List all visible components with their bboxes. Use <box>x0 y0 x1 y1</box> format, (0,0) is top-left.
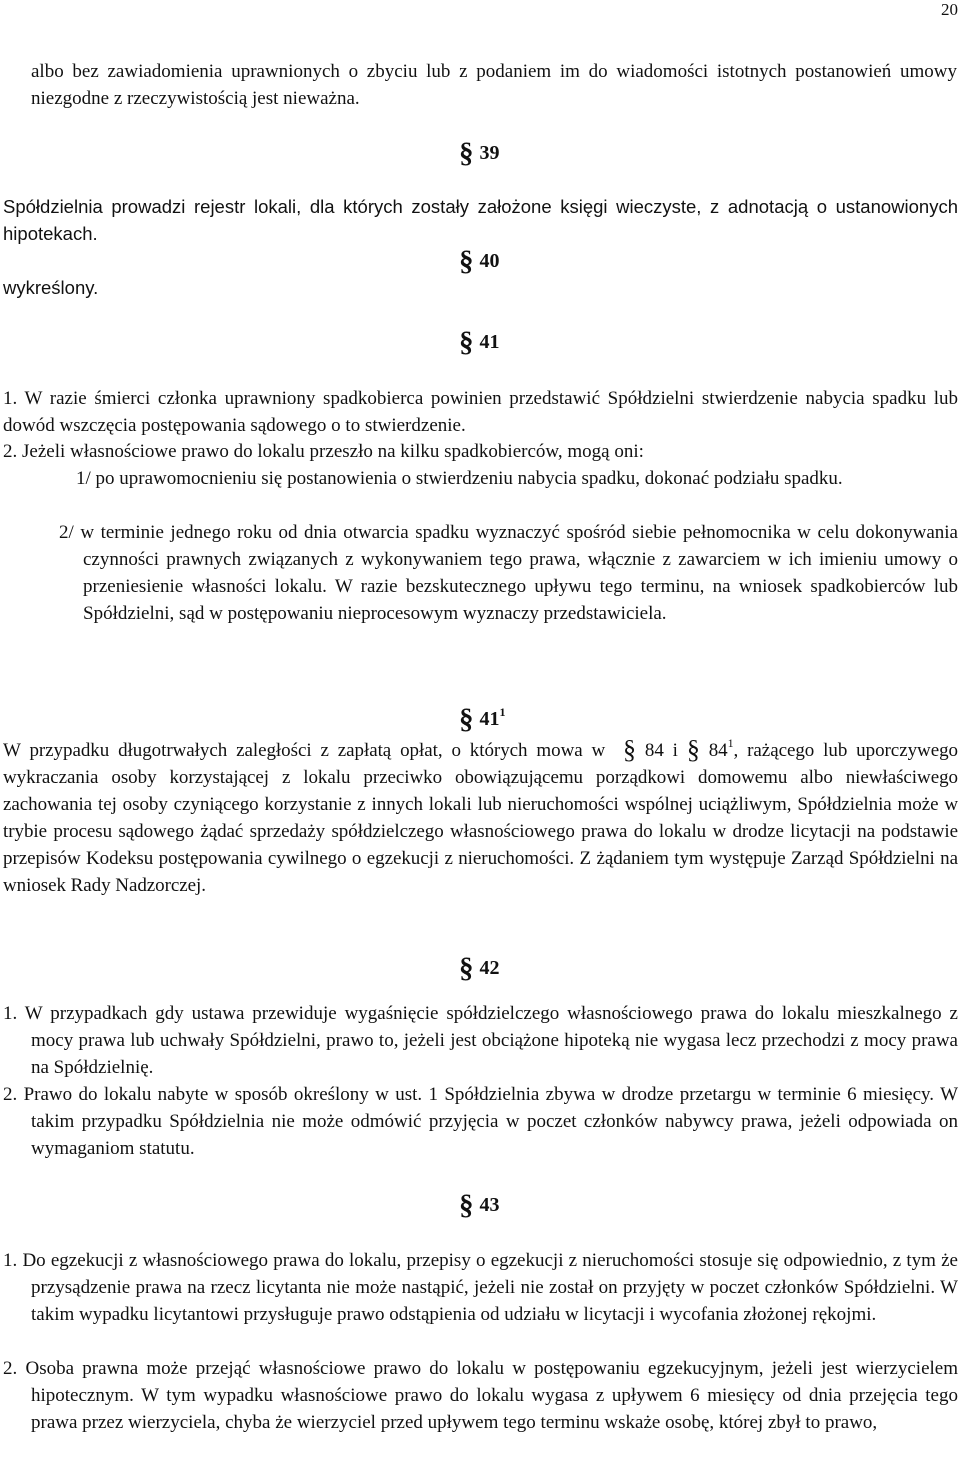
section-43-paragraph-2: 2. Osoba prawna może przejąć własnościowe prawo do lokalu w postępowaniu egzekucyjnym, jeżeli jest wierzycielem hipotecznym. W tym wypadku własnościowe prawo do lokalu wygasa z upływem 6 miesięcy od dnia przejęcia tego prawa przez wierzyciela, chyba że wierzyciel przed upływem tego terminu wskaże osobę, której zbył to prawo, <box>3 1358 958 1433</box>
section-40-text: wykreślony. <box>3 277 99 298</box>
section-number: 39 <box>479 142 500 164</box>
reference-84: 84 i <box>644 740 678 761</box>
section-symbol: § <box>459 137 474 169</box>
section-number: 41 <box>479 331 500 353</box>
section-41-point-2: 2/ w terminie jednego roku od dnia otwarcia spadku wyznaczyć spośród siebie pełnomocnika w celu dokonywania czynności prawnych związanych z wykonywaniem tego prawa, włącznie z zawarciem w ich imieniu umowy o przeniesienie własności lokalu. W razie bezskutecznego upływu tego terminu, na wniosek spadkobierców lub Spółdzielni, sąd w postępowaniu nieprocesowym wyznaczy przedstawiciela. <box>59 522 958 624</box>
section-41-paragraph-1: 1. W razie śmierci członka uprawniony spadkobierca powinien przedstawić Spółdzielni stwierdzenie nabycia spadku lub dowód wszczęcia postępowania sądowego o to stwierdzenie. <box>3 388 958 436</box>
section-number: 41 <box>479 708 500 730</box>
section-39-text: Spółdzielnia prowadzi rejestr lokali, dla których zostały założone księgi wieczyste, z adnotacją o ustanowionych hipotekach. <box>3 196 958 244</box>
section-43-paragraph-1: 1. Do egzekucji z własnościowego prawa do lokalu, przepisy o egzekucji z nieruchomości stosuje się odpowiednio, z tym że przysądzenie prawa na rzecz licytanta nie może nastąpić, jeżeli nie został on przyjęty w poczet członków Spółdzielni. W takim wypadku licytantowi przysługuje prawo odstąpienia od udziału w licytacji i wycofania złożonej rękojmi. <box>3 1250 958 1325</box>
section-symbol: § <box>459 703 474 735</box>
section-41-1-heading <box>459 703 506 735</box>
section-number: 40 <box>479 250 500 272</box>
section-40-heading <box>459 245 500 277</box>
text-part-b: , rażącego lub uporczywego wykraczania osoby korzystającej z lokalu przeciwko obowiązującemu porządkowi domowemu albo niewłaściwego zachowania tej osoby czyniącego korzystanie z innych lokali lub nieruchomości wspólnej uciążliwym, Spółdzielnia może w trybie procesu sądowego żądać sprzedaży spółdzielczego własnościowego prawa do lokalu w drodze licytacji na podstawie przepisów Kodeksu postępowania cywilnego o egzekucji z nieruchomości. Z żądaniem tym występuje Zarząd Spółdzielni na wniosek Rady Nadzorczej. <box>3 740 958 896</box>
section-symbol: § <box>459 245 474 277</box>
section-41-point-1: 1/ po uprawomocnieniu się postanowienia o stwierdzeniu nabycia spadku, dokonać podziału spadku. <box>76 468 843 489</box>
section-43-heading <box>459 1189 500 1221</box>
section-number: 42 <box>479 957 500 979</box>
section-symbol: § <box>686 735 700 764</box>
page-number: 20 <box>941 0 958 19</box>
section-42-paragraph-2: 2. Prawo do lokalu nabyte w sposób określony w ust. 1 Spółdzielnia zbywa w drodze przetargu w terminie 6 miesięcy. W takim przypadku Spółdzielnia nie może odmówić przyjęcia w poczet członków nabywcy prawa, jeżeli odpowiada on wymaganiom statutu. <box>3 1084 958 1159</box>
section-41-1-text <box>3 736 958 899</box>
section-41-paragraph-2: 2. Jeżeli własnościowe prawo do lokalu przeszło na kilku spadkobierców, mogą oni: <box>3 441 644 462</box>
intro-paragraph: albo bez zawiadomienia uprawnionych o zbyciu lub z podaniem im do wiadomości istotnych postanowień umowy niezgodne z rzeczywistością jest nieważna. <box>31 61 957 109</box>
section-symbol: § <box>623 735 636 764</box>
section-39-heading <box>459 137 500 169</box>
section-42-heading <box>459 952 500 984</box>
reference-84-1: 84 <box>708 740 728 761</box>
section-42-paragraph-1: 1. W przypadkach gdy ustawa przewiduje wygaśnięcie spółdzielczego własnościowego prawa do lokalu mieszkalnego z mocy prawa lub uchwały Spółdzielni, prawo to, jeżeli jest obciążone hipoteką nie wygasa lecz przechodzi z mocy prawa na Spółdzielnię. <box>3 1003 958 1078</box>
section-symbol: § <box>459 1189 474 1221</box>
text-part-a: W przypadku długotrwałych zaległości z zapłatą opłat, o których mowa w <box>3 740 606 761</box>
reference-superscript: 1 <box>727 736 734 750</box>
section-number: 43 <box>479 1194 500 1216</box>
section-symbol: § <box>459 326 474 358</box>
section-41-heading <box>459 326 500 358</box>
section-superscript: 1 <box>499 705 506 719</box>
section-symbol: § <box>459 952 474 984</box>
